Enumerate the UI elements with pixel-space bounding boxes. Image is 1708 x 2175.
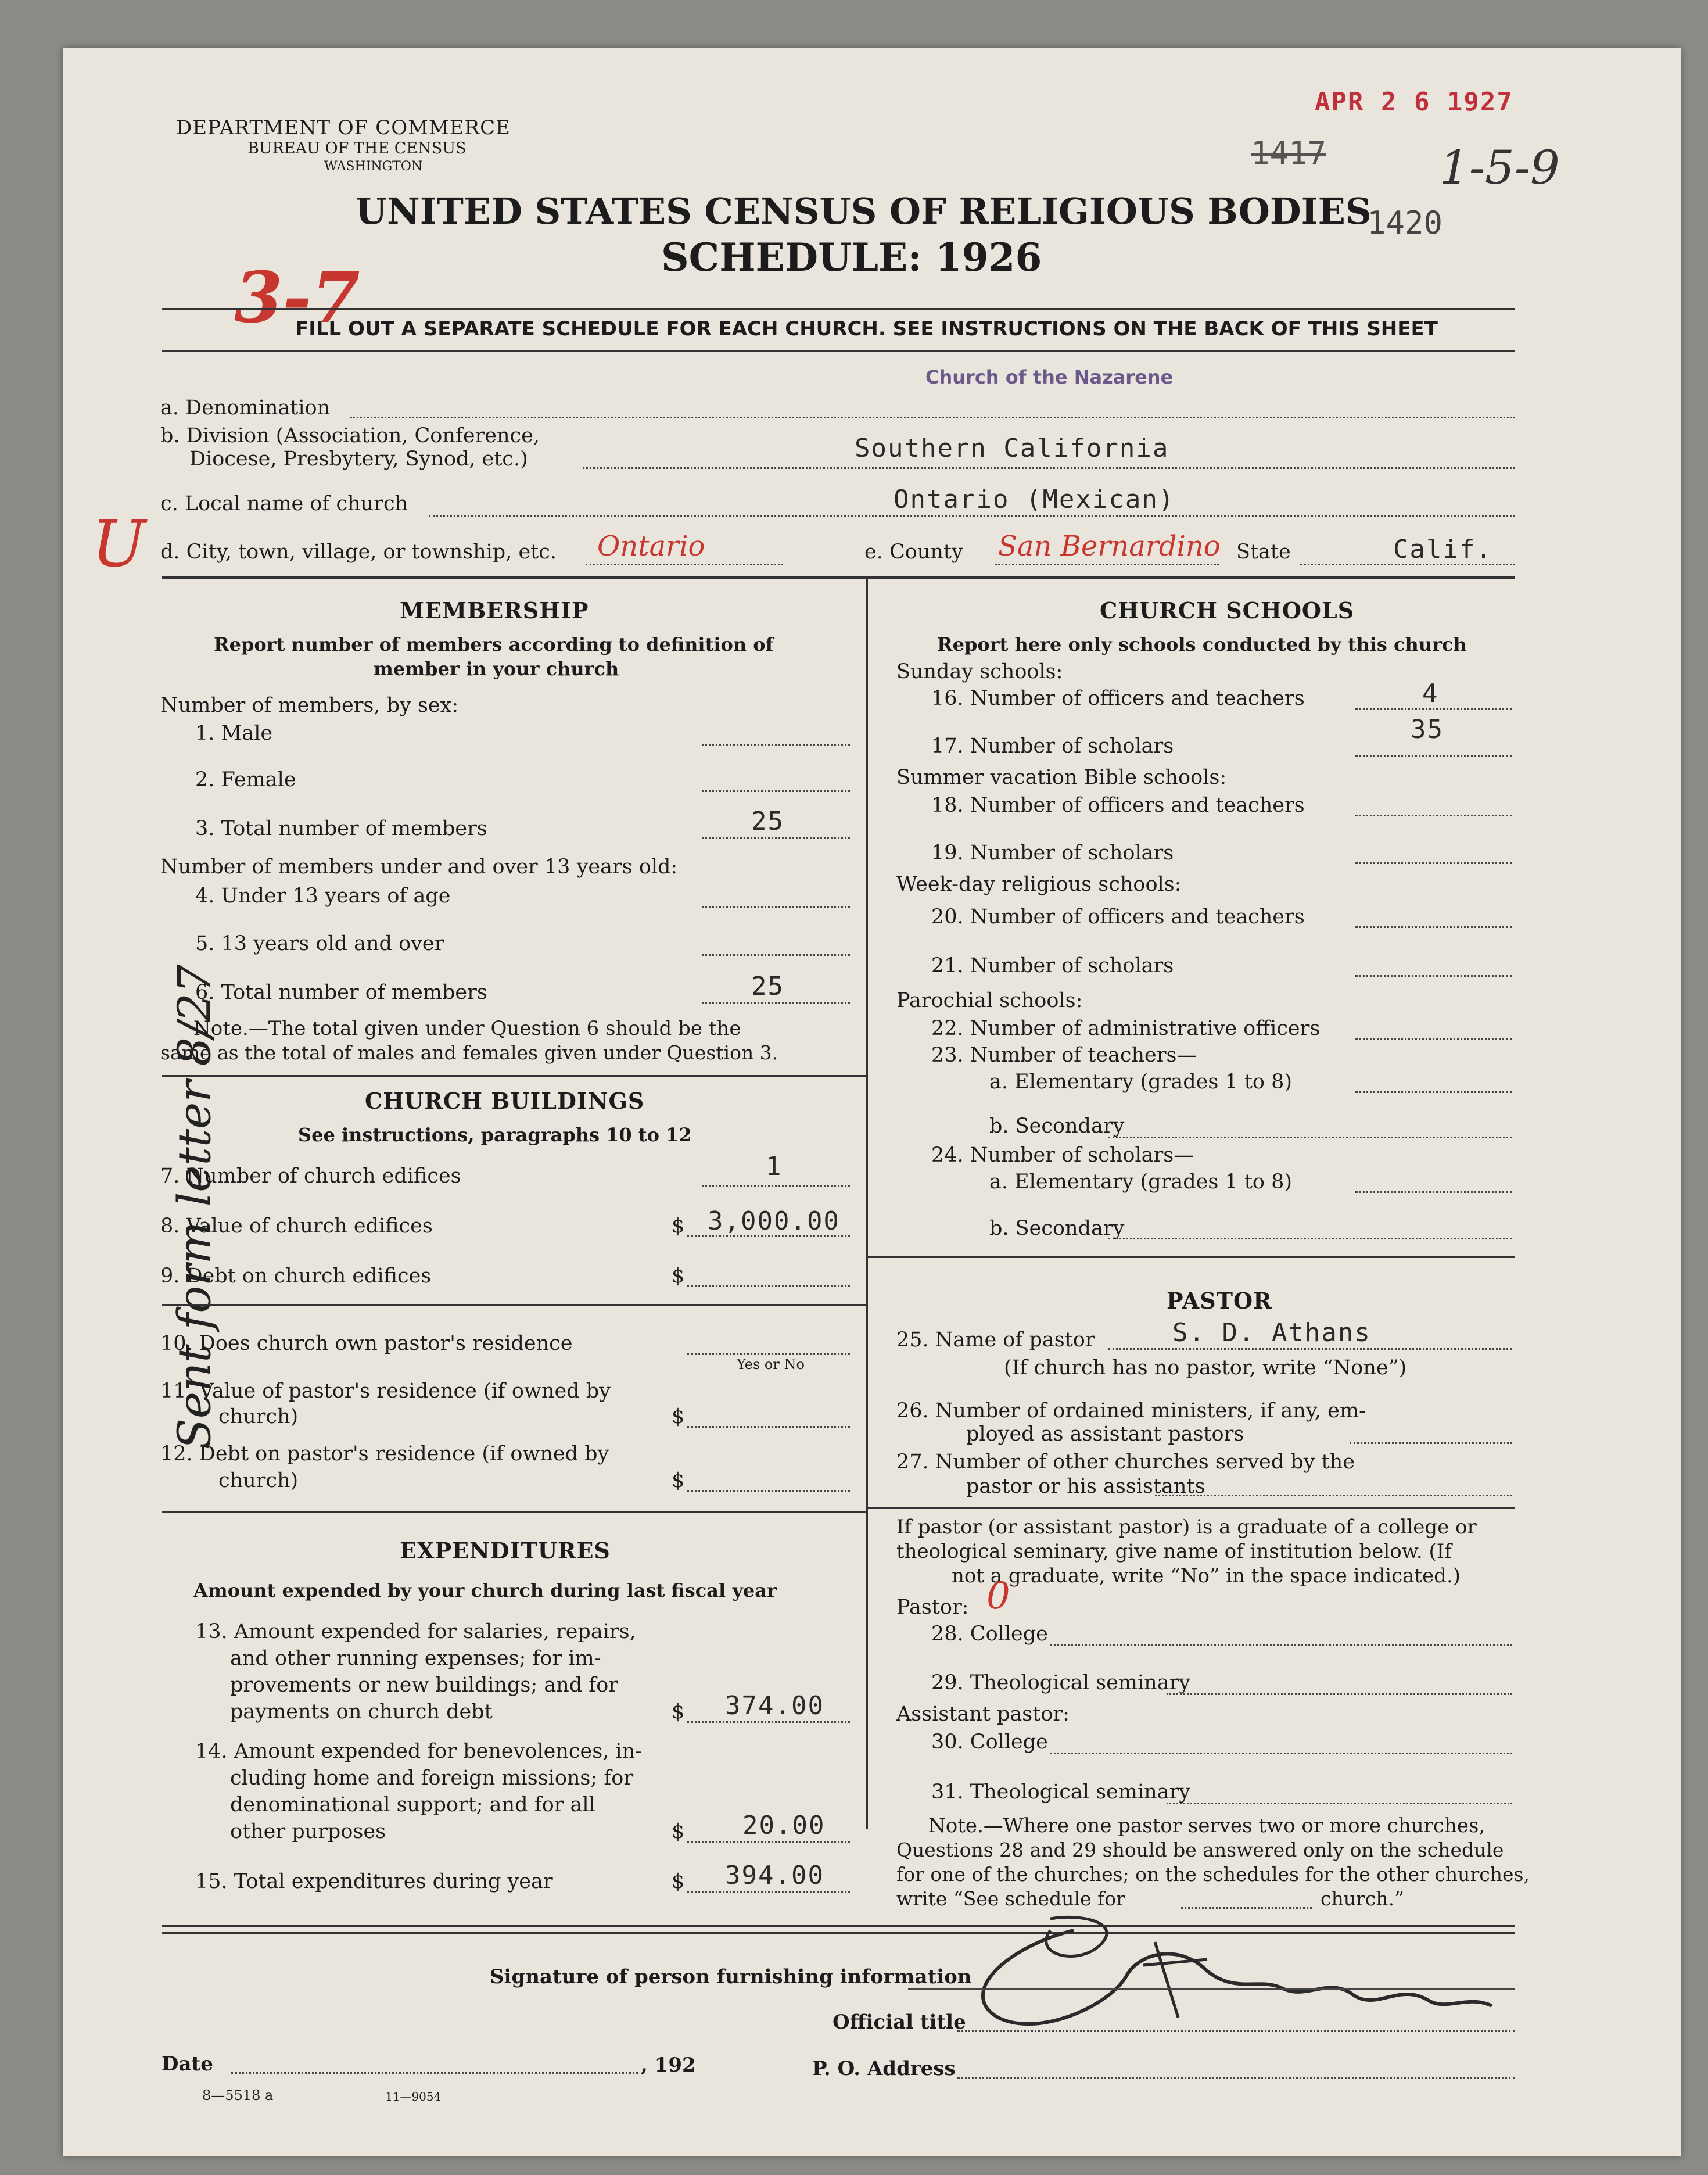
- q14-label-2: cluding home and foreign missions; for: [230, 1766, 634, 1790]
- q13-label-3: provements or new buildings; and for: [230, 1674, 619, 1697]
- q25-label: 25. Name of pastor: [896, 1328, 1095, 1352]
- q11-residence-value-label-1: 11. Value of pastor's residence (if owned by: [160, 1379, 611, 1403]
- q11-residence-value-label-2: church): [218, 1405, 299, 1428]
- q26-input[interactable]: [1350, 1442, 1512, 1444]
- department-name: DEPARTMENT OF COMMERCE: [176, 116, 511, 139]
- q13-label-4: payments on church debt: [230, 1700, 493, 1723]
- q1-male-label: 1. Male: [195, 722, 273, 745]
- expenditures-heading: EXPENDITURES: [400, 1538, 611, 1564]
- q20-label: 20. Number of officers and teachers: [931, 905, 1305, 929]
- q17-input[interactable]: [1355, 755, 1512, 757]
- q13-label-1: 13. Amount expended for salaries, repairs,: [195, 1620, 636, 1643]
- q7-edifices-value[interactable]: 1: [766, 1152, 783, 1181]
- q29-label: 29. Theological seminary: [931, 1671, 1191, 1694]
- q1-male-input[interactable]: [702, 744, 850, 746]
- q22-label: 22. Number of administrative officers: [931, 1017, 1321, 1040]
- q20-input[interactable]: [1355, 926, 1512, 928]
- city-value[interactable]: Ontario: [597, 530, 705, 562]
- margin-note-sent-letter: Sent form letter 8/27: [168, 964, 221, 1450]
- q24a-input[interactable]: [1355, 1191, 1512, 1193]
- q10-residence-label: 10. Does church own pastor's residence: [160, 1332, 573, 1355]
- q18-label: 18. Number of officers and teachers: [931, 794, 1305, 817]
- local-name-input[interactable]: [429, 515, 1515, 517]
- q26-label-1: 26. Number of ordained ministers, if any, em-: [896, 1399, 1366, 1422]
- state-input[interactable]: [1300, 564, 1515, 565]
- q3-total-value[interactable]: 25: [751, 807, 784, 836]
- county-input[interactable]: [995, 564, 1219, 565]
- local-name-label: c. Local name of church: [160, 492, 408, 515]
- handwritten-signature[interactable]: [934, 1907, 1573, 2041]
- q30-label: 30. College: [931, 1730, 1048, 1754]
- q28-label: 28. College: [931, 1622, 1048, 1646]
- membership-rule: [162, 1075, 866, 1077]
- header-rule-top: [162, 308, 1515, 310]
- buildings-rule: [162, 1511, 866, 1513]
- q23a-label: a. Elementary (grades 1 to 8): [989, 1070, 1293, 1094]
- graduate-instruction-1: If pastor (or assistant pastor) is a graduate of a college or: [896, 1515, 1477, 1539]
- file-number-stamp: 1417: [1251, 135, 1327, 171]
- q23b-input[interactable]: [1108, 1137, 1512, 1138]
- q19-label: 19. Number of scholars: [931, 841, 1174, 865]
- q16-label: 16. Number of officers and teachers: [931, 687, 1305, 710]
- pastor-note-4: write “See schedule for: [896, 1887, 1125, 1910]
- form-title: UNITED STATES CENSUS OF RELIGIOUS BODIES: [356, 190, 1372, 232]
- expenditures-intro: Amount expended by your church during last fiscal year: [193, 1579, 777, 1601]
- q15-dollar-sign: $: [672, 1870, 685, 1893]
- q2-female-input[interactable]: [702, 790, 850, 792]
- q21-label: 21. Number of scholars: [931, 954, 1174, 977]
- q23a-input[interactable]: [1355, 1091, 1512, 1093]
- q24-label: 24. Number of scholars—: [931, 1144, 1194, 1167]
- q14-label-4: other purposes: [230, 1820, 386, 1843]
- official-title-label: Official title: [833, 2011, 966, 2034]
- q30-input[interactable]: [1050, 1753, 1512, 1754]
- assistant-pastor-label: Assistant pastor:: [896, 1703, 1070, 1726]
- buildings-intro: See instructions, paragraphs 10 to 12: [298, 1124, 692, 1146]
- q21-input[interactable]: [1355, 975, 1512, 977]
- q9-debt-input[interactable]: [687, 1285, 850, 1287]
- column-divider: [866, 578, 868, 1829]
- q8-value-input[interactable]: [687, 1235, 850, 1237]
- yes-no-hint: Yes or No: [737, 1356, 805, 1373]
- q15-amount[interactable]: 394.00: [725, 1861, 824, 1890]
- q14-label-3: denominational support; and for all: [230, 1793, 595, 1816]
- q7-edifices-label: 7. Number of church edifices: [160, 1164, 461, 1188]
- q8-value-label: 8. Value of church edifices: [160, 1214, 433, 1238]
- schools-heading: CHURCH SCHOOLS: [1100, 597, 1355, 624]
- signature-label: Signature of person furnishing information: [490, 1965, 972, 1988]
- q12-residence-debt-label-2: church): [218, 1469, 299, 1492]
- q5-over13-label: 5. 13 years old and over: [195, 932, 444, 955]
- q9-dollar-sign: $: [672, 1264, 685, 1288]
- pastor-heading: PASTOR: [1167, 1288, 1272, 1314]
- q24b-input[interactable]: [1108, 1238, 1512, 1239]
- q2-female-label: 2. Female: [195, 768, 296, 791]
- division-value[interactable]: Southern California: [855, 433, 1169, 463]
- pastor-note-5: church.”: [1321, 1887, 1404, 1910]
- pastor-education-label: Pastor:: [896, 1596, 969, 1619]
- under-over-label: Number of members under and over 13 years old:: [160, 855, 678, 879]
- margin-mark-u: U: [92, 507, 146, 581]
- q22-input[interactable]: [1355, 1038, 1512, 1040]
- q31-label: 31. Theological seminary: [931, 1780, 1191, 1804]
- q16-value[interactable]: 4: [1422, 679, 1439, 708]
- q31-input[interactable]: [1167, 1803, 1512, 1804]
- q6-total-value[interactable]: 25: [751, 972, 784, 1001]
- q12-residence-debt-input[interactable]: [687, 1490, 850, 1492]
- denomination-stamp: Church of the Nazarene: [925, 366, 1174, 388]
- header-rule-bottom: [162, 350, 1515, 352]
- schedule-title: SCHEDULE: 1926: [661, 235, 1042, 280]
- q27-label-2: pastor or his assistants: [966, 1475, 1205, 1498]
- q4-under13-input[interactable]: [702, 906, 850, 908]
- members-by-sex-label: Number of members, by sex:: [160, 694, 459, 717]
- serial-number-stamp: 1420: [1367, 205, 1443, 241]
- po-address-label: P. O. Address: [812, 2057, 956, 2080]
- local-name-value[interactable]: Ontario (Mexican): [894, 485, 1175, 514]
- census-schedule-form: [63, 48, 1681, 2156]
- graduate-instruction-2: theological seminary, give name of institution below. (If: [896, 1540, 1452, 1563]
- graduate-instruction-3: not a graduate, write “No” in the space indicated.): [952, 1564, 1461, 1588]
- q15-label: 15. Total expenditures during year: [195, 1870, 553, 1893]
- county-label: e. County: [864, 540, 963, 564]
- q24b-label: b. Secondary: [989, 1217, 1125, 1240]
- membership-intro-1: Report number of members according to definition of: [214, 633, 774, 655]
- q14-label-1: 14. Amount expended for benevolences, in-: [195, 1740, 642, 1763]
- q14-dollar-sign: $: [672, 1820, 685, 1843]
- summer-schools-label: Summer vacation Bible schools:: [896, 766, 1227, 789]
- q19-input[interactable]: [1355, 862, 1512, 864]
- q13-label-2: and other running expenses; for im-: [230, 1647, 601, 1670]
- separate-schedule-instruction: FILL OUT A SEPARATE SCHEDULE FOR EACH CHURCH. SEE INSTRUCTIONS ON THE BACK OF THIS SHEET: [295, 317, 1438, 341]
- q3-total-input[interactable]: [702, 837, 850, 839]
- section-rule: [162, 576, 1515, 579]
- q17-label: 17. Number of scholars: [931, 734, 1174, 758]
- sunday-schools-label: Sunday schools:: [896, 660, 1063, 683]
- q8-value-amount[interactable]: 3,000.00: [708, 1206, 840, 1236]
- division-label-line1: b. Division (Association, Conference,: [160, 424, 540, 447]
- q5-over13-input[interactable]: [702, 954, 850, 956]
- pastor-name-input[interactable]: [1108, 1348, 1512, 1350]
- q13-amount[interactable]: 374.00: [725, 1691, 824, 1721]
- county-value[interactable]: San Bernardino: [998, 530, 1221, 562]
- q6-total-input[interactable]: [702, 1002, 850, 1004]
- city-label: d. City, town, village, or township, etc.: [160, 540, 557, 564]
- schools-rule: [867, 1256, 1515, 1258]
- buildings-heading: CHURCH BUILDINGS: [365, 1088, 645, 1114]
- weekday-schools-label: Week-day religious schools:: [896, 873, 1182, 896]
- membership-note-1: Note.—The total given under Question 6 should be the: [193, 1017, 741, 1040]
- schools-intro: Report here only schools conducted by this church: [937, 633, 1467, 655]
- q7-edifices-input[interactable]: [702, 1185, 850, 1187]
- q17-value[interactable]: 35: [1411, 715, 1444, 744]
- pastor-note-2: Questions 28 and 29 should be answered only on the schedule: [896, 1839, 1504, 1861]
- signature-input[interactable]: [908, 1988, 1515, 1990]
- bureau-name: BUREAU OF THE CENSUS: [247, 139, 467, 157]
- membership-note-2: same as the total of males and females given under Question 3.: [160, 1041, 778, 1064]
- pastor-education-value[interactable]: 0: [986, 1575, 1010, 1618]
- po-address-input[interactable]: [957, 2077, 1515, 2079]
- q28-input[interactable]: [1050, 1644, 1512, 1646]
- denomination-input[interactable]: [350, 417, 1515, 418]
- q8-dollar-sign: $: [672, 1214, 685, 1238]
- membership-heading: MEMBERSHIP: [400, 597, 589, 624]
- q6-total-label: 6. Total number of members: [195, 981, 487, 1004]
- q23-label: 23. Number of teachers—: [931, 1044, 1197, 1067]
- state-value[interactable]: Calif.: [1393, 535, 1492, 564]
- denomination-label: a. Denomination: [160, 396, 331, 420]
- print-number: 11—9054: [385, 2090, 442, 2104]
- division-input[interactable]: [583, 467, 1515, 469]
- q12-dollar-sign: $: [672, 1469, 685, 1492]
- date-label: Date: [162, 2052, 213, 2076]
- official-title-input[interactable]: [957, 2030, 1515, 2032]
- q18-input[interactable]: [1355, 815, 1512, 816]
- pastor-rule: [867, 1507, 1515, 1509]
- q13-input[interactable]: [687, 1721, 850, 1723]
- pastor-note-3: for one of the churches; on the schedules for the other churches,: [896, 1863, 1530, 1886]
- q11-dollar-sign: $: [672, 1405, 685, 1428]
- q12-residence-debt-label-1: 12. Debt on pastor's residence (if owned by: [160, 1442, 609, 1465]
- date-year: , 192: [641, 2054, 696, 2077]
- division-label-line2: Diocese, Presbytery, Synod, etc.): [189, 447, 528, 471]
- q27-input[interactable]: [1155, 1495, 1512, 1496]
- red-category-mark: 3-7: [234, 257, 360, 339]
- city-input[interactable]: [586, 564, 783, 565]
- q27-label-1: 27. Number of other churches served by the: [896, 1450, 1355, 1474]
- q25-note: (If church has no pastor, write “None”): [1004, 1356, 1407, 1379]
- signature-stroke-1: [983, 1930, 1492, 2024]
- received-date-stamp: APR 2 6 1927: [1315, 87, 1513, 117]
- bureau-city: WASHINGTON: [324, 159, 423, 174]
- pastor-note-1: Note.—Where one pastor serves two or more churches,: [928, 1814, 1485, 1837]
- q9-debt-label: 9. Debt on church edifices: [160, 1264, 432, 1288]
- membership-intro-2: member in your church: [374, 658, 619, 680]
- q14-amount[interactable]: 20.00: [742, 1811, 826, 1840]
- date-input[interactable]: [231, 2072, 638, 2074]
- parochial-schools-label: Parochial schools:: [896, 989, 1083, 1012]
- q29-input[interactable]: [1167, 1693, 1512, 1695]
- buildings-midrule: [162, 1304, 866, 1306]
- state-label: State: [1236, 540, 1291, 564]
- q15-input[interactable]: [687, 1891, 850, 1893]
- q11-residence-value-input[interactable]: [687, 1426, 850, 1428]
- q4-under13-label: 4. Under 13 years of age: [195, 884, 451, 908]
- q13-dollar-sign: $: [672, 1700, 685, 1723]
- q10-residence-input[interactable]: [687, 1353, 850, 1355]
- q23b-label: b. Secondary: [989, 1115, 1125, 1138]
- form-number: 8—5518 a: [202, 2087, 274, 2104]
- q3-total-label: 3. Total number of members: [195, 817, 487, 840]
- q14-input[interactable]: [687, 1841, 850, 1843]
- q26-label-2: ployed as assistant pastors: [966, 1422, 1244, 1446]
- q16-input[interactable]: [1355, 708, 1512, 710]
- pastor-name-value[interactable]: S. D. Athans: [1172, 1318, 1371, 1348]
- handwritten-code: 1-5-9: [1440, 141, 1560, 195]
- q24a-label: a. Elementary (grades 1 to 8): [989, 1170, 1293, 1194]
